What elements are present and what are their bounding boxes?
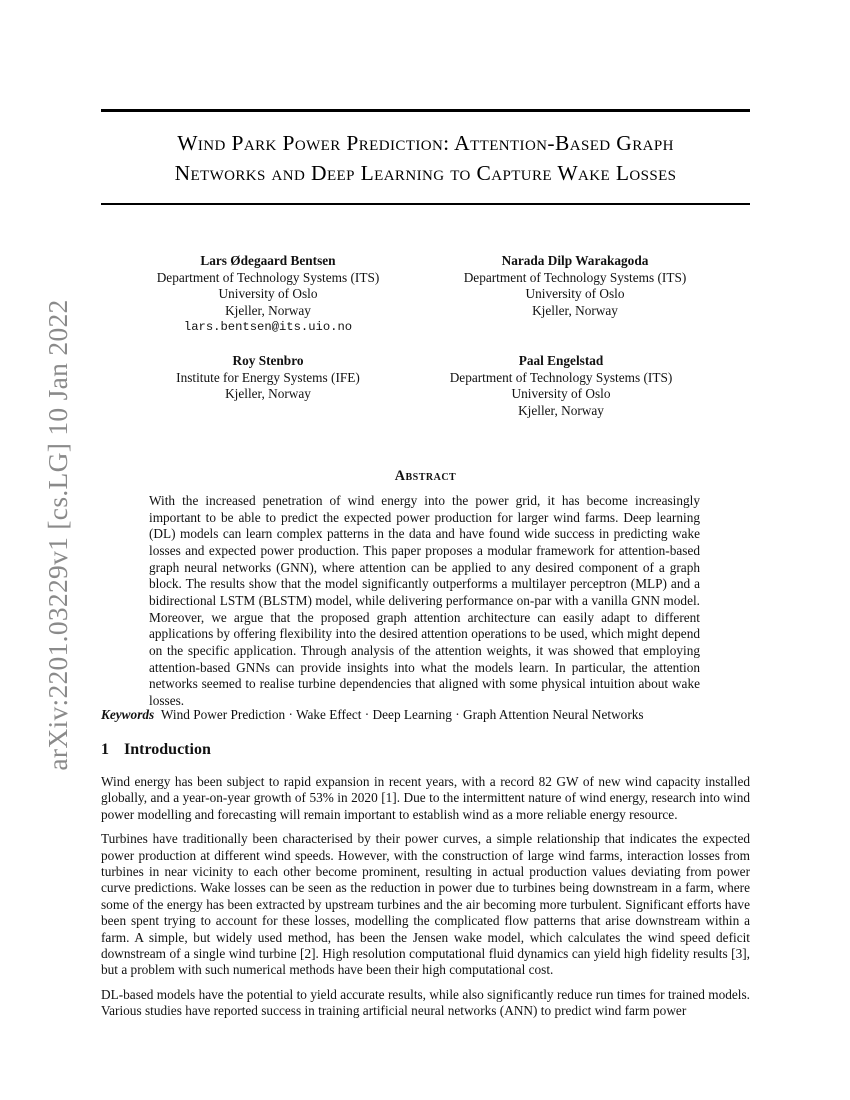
body-paragraph: Turbines have traditionally been characterised by their power curves, a simple relationship that indicates the expected power production at different wind speeds. However, with the construction of large wind farms, interaction losses from turbines in near vicinity to each other become prominent, resulting in actual production values deviating from power curve predictions. Wake losses can be seen as the reduction in power due to turbines being downstream in a farm, where some of the energy has been extracted by upstream turbines and the air becoming more turbulent. Significant efforts have been spent trying to account for these losses, modelling the complicated flow patterns that arise downstream within a farm. A simple, but widely used method, has been the Jensen wake model, which calculates the wind speed deficit downstream of a single wind turbine [2]. High resolution computational fluid dynamics can yield high fidelity results [3], but a problem with such numerical methods have been their high computational cost. bbox=[101, 831, 750, 978]
section-title: Introduction bbox=[124, 741, 211, 758]
body-paragraph: Wind energy has been subject to rapid expansion in recent years, with a record 82 GW of new wind capacity installed globally, and a year-on-year growth of 53% in 2020 [1]. Due to the intermittent nature of wind energy, research into wind power modelling and forecasting will remain important to establish wind as a more reliable energy resource. bbox=[101, 774, 750, 822]
author-name: Paal Engelstad bbox=[518, 353, 604, 368]
author-block-1 bbox=[118, 253, 418, 336]
author-block-4 bbox=[411, 353, 711, 419]
author-block-3 bbox=[118, 353, 418, 403]
title-bottom-rule bbox=[101, 203, 750, 205]
author-affiliation: Institute for Energy Systems (IFE) bbox=[176, 369, 360, 385]
introduction-body bbox=[101, 774, 750, 1028]
author-affiliation: Department of Technology Systems (ITS) bbox=[463, 269, 687, 285]
author-affiliation: Kjeller, Norway bbox=[225, 302, 311, 318]
author-email[interactable]: lars.bentsen@its.uio.no bbox=[183, 320, 353, 335]
author-affiliation: Kjeller, Norway bbox=[518, 402, 604, 418]
abstract-text: With the increased penetration of wind energy into the power grid, it has become increasingly important to be able to predict the expected power production for larger wind farms. Deep learning (DL) models can learn complex patterns in the data and have found wide success in predicting wake losses and expected power production. This paper proposes a modular framework for attention-based graph neural networks (GNN), where attention can be applied to any desired component of a graph block. The results show that the model significantly outperforms a multilayer perceptron (MLP) and a bidirectional LSTM (BLSTM) model, while delivering performance on-par with a vanilla GNN model. Moreover, we argue that the proposed graph attention architecture can easily adapt to different applications by offering flexibility into the desired attention operations to be used, which might depend on the specific application. Through analysis of the attention weights, it was showed that employing attention-based GNNs can provide insights into what the models learn. In particular, the attention networks seemed to realise turbine dependencies that aligned with some physical intuition about wake losses. bbox=[149, 493, 700, 708]
author-affiliation: Kjeller, Norway bbox=[532, 302, 618, 318]
abstract-heading: Abstract bbox=[394, 468, 457, 484]
author-block-2 bbox=[425, 253, 725, 319]
title-line-2: Networks and Deep Learning to Capture Wake Losses bbox=[174, 161, 677, 185]
keywords-label: Keywords bbox=[101, 707, 155, 722]
author-affiliation: University of Oslo bbox=[511, 386, 611, 402]
author-affiliation: University of Oslo bbox=[218, 286, 318, 302]
body-paragraph: DL-based models have the potential to yield accurate results, while also significantly reduce run times for trained models. Various studies have reported success in training artificial neural networks (ANN) to predict wind farm power bbox=[101, 986, 750, 1019]
section-number: 1 bbox=[101, 741, 109, 758]
arxiv-identifier: arXiv:2201.03229v1 [cs.LG] 10 Jan 2022 bbox=[42, 299, 73, 771]
title-top-rule bbox=[101, 109, 750, 112]
paper-title bbox=[101, 128, 750, 188]
author-affiliation: Department of Technology Systems (ITS) bbox=[156, 269, 380, 285]
author-name: Narada Dilp Warakagoda bbox=[501, 253, 649, 268]
title-line-1: Wind Park Power Prediction: Attention-Based Graph bbox=[177, 131, 674, 155]
author-affiliation: Department of Technology Systems (ITS) bbox=[449, 369, 673, 385]
section-heading bbox=[101, 741, 211, 759]
keywords-line bbox=[101, 706, 761, 723]
author-affiliation: Kjeller, Norway bbox=[225, 386, 311, 402]
author-name: Roy Stenbro bbox=[232, 353, 304, 368]
keywords-text: Wind Power Prediction · Wake Effect · Deep Learning · Graph Attention Neural Networks bbox=[160, 707, 644, 722]
author-affiliation: University of Oslo bbox=[525, 286, 625, 302]
author-name: Lars Ødegaard Bentsen bbox=[200, 253, 336, 268]
